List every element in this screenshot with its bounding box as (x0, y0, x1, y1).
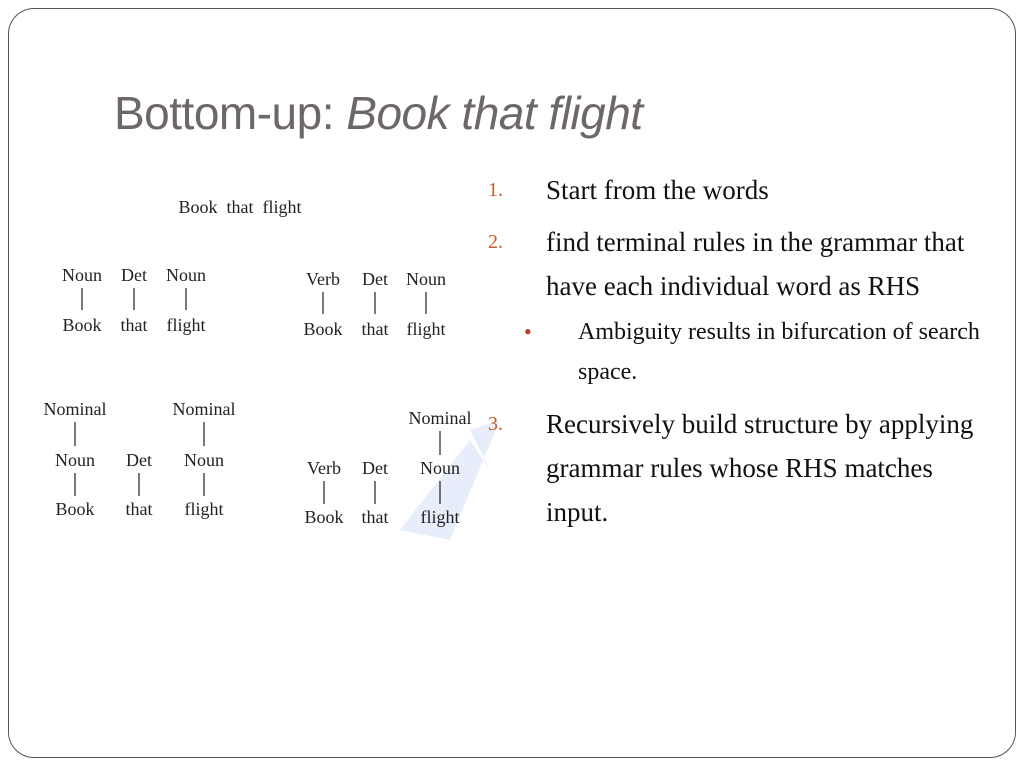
sub-bullet-text: Ambiguity results in bifurcation of search space. (578, 319, 980, 385)
tree2-tag-1: Verb (306, 269, 340, 289)
tree3-tag-3: Noun (184, 450, 224, 470)
step-text-3: Recursively build structure by applying grammar rules whose RHS matches input. (546, 409, 974, 527)
steps-list (488, 168, 988, 534)
tree3-word-3: flight (184, 499, 224, 519)
tree3-word-2: that (125, 499, 153, 519)
tree4-tag-2: Det (362, 458, 388, 478)
tree-3 (44, 399, 236, 519)
tree4-phrase-1: Nominal (408, 408, 472, 428)
tree3-phrase-1: Nominal (43, 399, 107, 419)
sub-bullet-item (524, 312, 988, 392)
step-number-2: 2. (488, 231, 503, 253)
tree1-word-2: that (120, 315, 148, 335)
step-item-2 (488, 220, 988, 308)
tree1-tag-1: Noun (62, 265, 102, 285)
step-text-1: Start from the words (546, 175, 769, 205)
tree4-tag-3: Noun (420, 458, 460, 478)
tree3-phrase-2: Nominal (172, 399, 236, 419)
tree2-tag-2: Det (362, 269, 388, 289)
tree1-word-3: flight (166, 315, 206, 335)
tree1-tag-2: Det (121, 265, 147, 285)
step-text-2: find terminal rules in the grammar that have each individual word as RHS (546, 227, 965, 301)
step-item-1 (488, 168, 988, 212)
tree2-word-1: Book (303, 319, 343, 339)
tree3-word-1: Book (55, 499, 95, 519)
tree-1 (62, 265, 206, 335)
tree3-tag-1: Noun (55, 450, 95, 470)
tree3-tag-2: Det (126, 450, 152, 470)
tree4-word-2: that (361, 507, 389, 527)
tree4-word-1: Book (304, 507, 344, 527)
tree4-tag-1: Verb (307, 458, 341, 478)
top-sentence: Book that flight (178, 197, 302, 217)
step-number-3: 3. (488, 413, 503, 435)
tree-4 (304, 408, 471, 527)
tree2-tag-3: Noun (406, 269, 446, 289)
step-number-1: 1. (488, 179, 503, 201)
tree-2 (303, 269, 446, 339)
tree4-word-3: flight (420, 507, 460, 527)
title-plain: Bottom-up: (114, 87, 347, 139)
step-item-3 (488, 402, 988, 534)
bullet-icon: • (524, 319, 532, 344)
tree2-word-3: flight (406, 319, 446, 339)
tree2-word-2: that (361, 319, 389, 339)
title-italic: Book that flight (346, 87, 643, 139)
tree1-word-1: Book (62, 315, 102, 335)
tree1-tag-3: Noun (166, 265, 206, 285)
